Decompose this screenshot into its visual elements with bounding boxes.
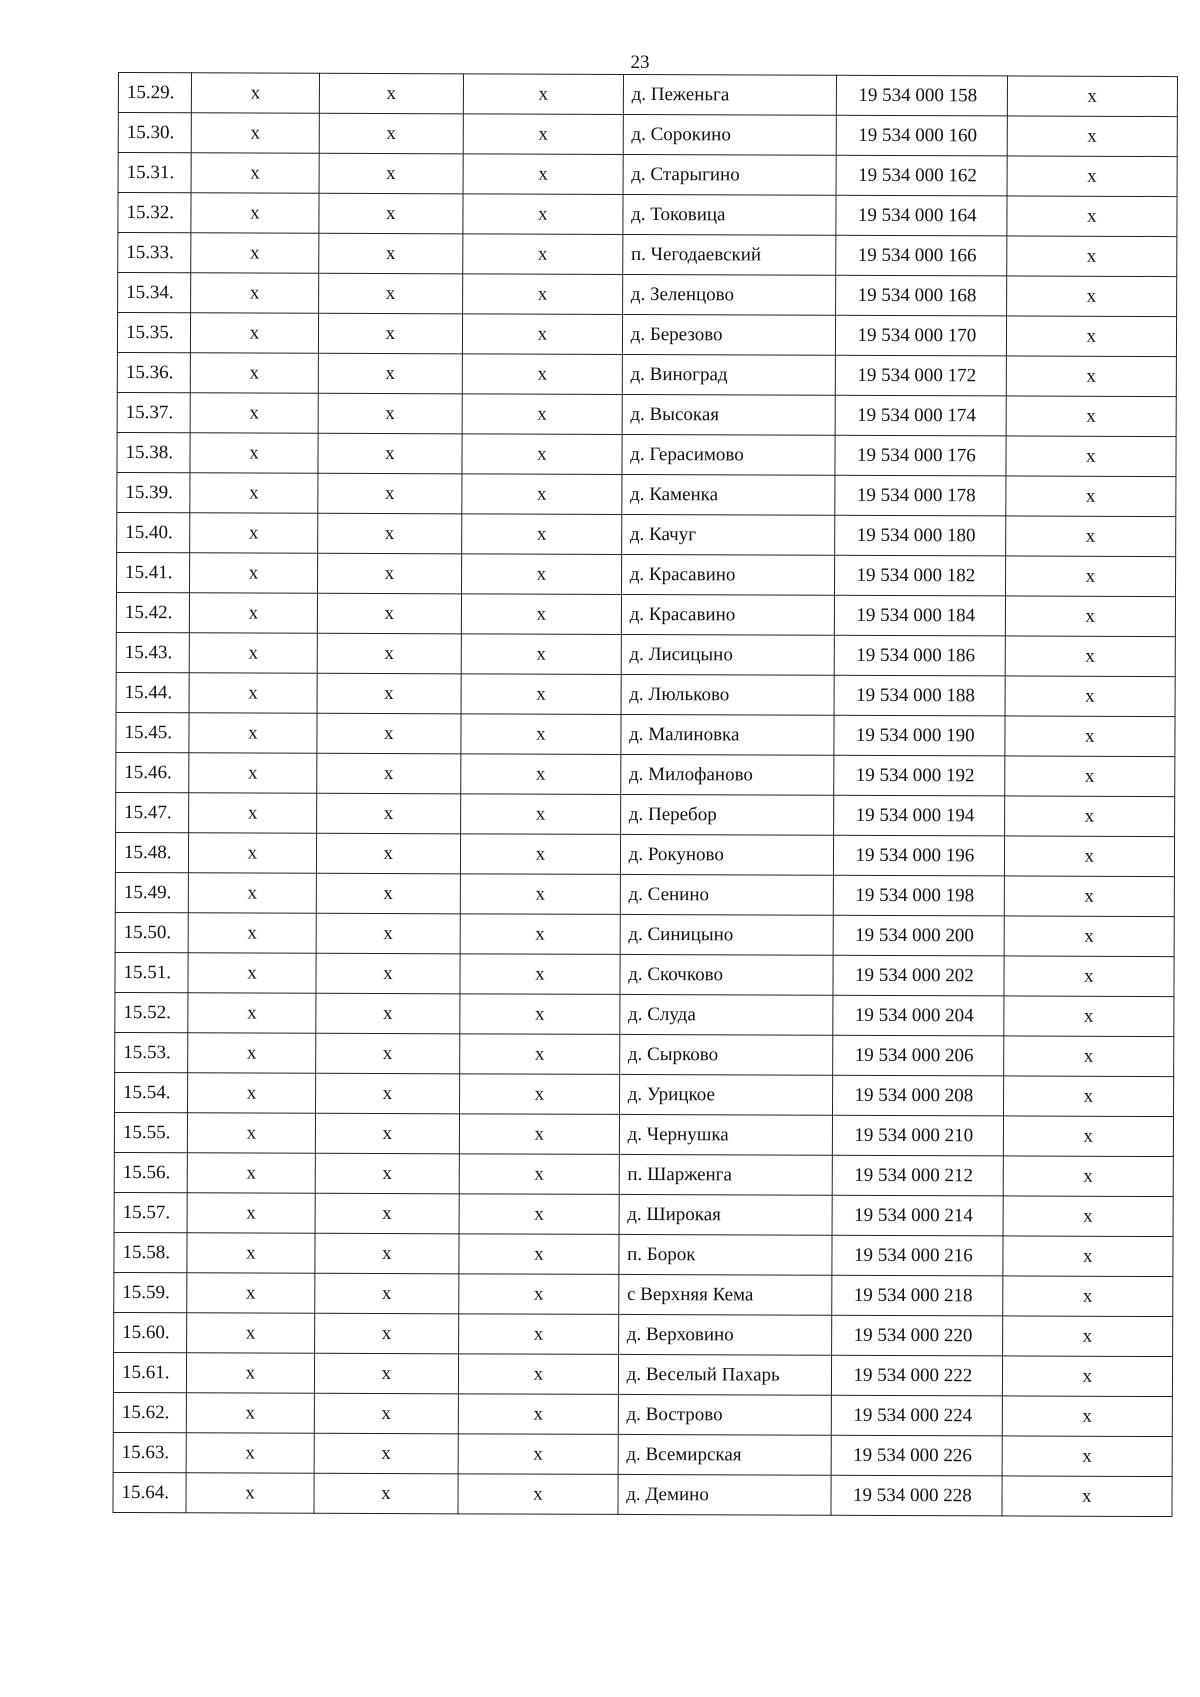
settlement-name-cell: д. Токовица bbox=[623, 194, 837, 235]
mark-cell-3: x bbox=[459, 1154, 619, 1195]
mark-cell-4: x bbox=[1005, 636, 1176, 677]
row-number-cell: 15.51. bbox=[115, 952, 188, 992]
row-number-cell: 15.49. bbox=[115, 872, 188, 912]
mark-cell-1: x bbox=[188, 953, 315, 993]
oktmo-code-cell: 19 534 000 192 bbox=[834, 755, 1005, 796]
settlement-name-cell: д. Высокая bbox=[622, 394, 836, 435]
mark-cell-3: x bbox=[460, 1074, 620, 1115]
mark-cell-4: x bbox=[1007, 156, 1178, 197]
mark-cell-2: x bbox=[317, 633, 462, 674]
table-row bbox=[116, 792, 1175, 836]
oktmo-code-cell: 19 534 000 162 bbox=[836, 155, 1007, 196]
settlement-name-cell: д. Каменка bbox=[621, 474, 835, 515]
settlement-name-cell: д. Всемирская bbox=[618, 1434, 832, 1475]
table-row bbox=[115, 1072, 1174, 1116]
mark-cell-3: x bbox=[460, 914, 620, 955]
mark-cell-1: x bbox=[191, 233, 318, 273]
settlement-name-cell: п. Шарженга bbox=[619, 1154, 833, 1195]
table-row bbox=[118, 193, 1177, 237]
table-row bbox=[115, 992, 1174, 1036]
mark-cell-4: x bbox=[1005, 596, 1176, 637]
settlement-name-cell: д. Малиновка bbox=[621, 714, 835, 755]
mark-cell-4: x bbox=[1002, 1436, 1173, 1477]
row-number-cell: 15.34. bbox=[118, 273, 191, 313]
mark-cell-4: x bbox=[1004, 876, 1175, 917]
oktmo-code-cell: 19 534 000 166 bbox=[836, 235, 1007, 276]
table-row bbox=[118, 153, 1177, 197]
mark-cell-2: x bbox=[319, 113, 464, 154]
mark-cell-3: x bbox=[461, 714, 621, 755]
mark-cell-3: x bbox=[460, 954, 620, 995]
mark-cell-4: x bbox=[1004, 796, 1175, 837]
mark-cell-2: x bbox=[316, 793, 461, 834]
mark-cell-4: x bbox=[1002, 1476, 1173, 1517]
table-row bbox=[117, 352, 1176, 396]
mark-cell-4: x bbox=[1005, 556, 1176, 597]
row-number-cell: 15.61. bbox=[113, 1352, 186, 1392]
row-number-cell: 15.50. bbox=[115, 912, 188, 952]
oktmo-code-cell: 19 534 000 178 bbox=[835, 475, 1006, 516]
settlement-name-cell: д. Вострово bbox=[618, 1394, 832, 1435]
mark-cell-1: x bbox=[188, 913, 315, 953]
mark-cell-4: x bbox=[1004, 756, 1175, 797]
mark-cell-2: x bbox=[319, 73, 464, 114]
mark-cell-3: x bbox=[463, 234, 623, 275]
table-row bbox=[114, 1112, 1173, 1156]
oktmo-code-cell: 19 534 000 220 bbox=[832, 1315, 1003, 1356]
table-row bbox=[114, 1272, 1173, 1316]
settlement-name-cell: д. Милофаново bbox=[620, 754, 834, 795]
row-number-cell: 15.56. bbox=[114, 1152, 187, 1192]
mark-cell-2: x bbox=[316, 873, 461, 914]
row-number-cell: 15.52. bbox=[115, 992, 188, 1032]
settlement-name-cell: д. Красавино bbox=[621, 594, 835, 635]
row-number-cell: 15.43. bbox=[116, 632, 189, 672]
mark-cell-3: x bbox=[462, 474, 622, 515]
settlement-name-cell: д. Сырково bbox=[619, 1034, 833, 1075]
mark-cell-1: x bbox=[189, 713, 316, 753]
mark-cell-1: x bbox=[187, 1353, 314, 1393]
mark-cell-4: x bbox=[1002, 1356, 1173, 1397]
oktmo-code-cell: 19 534 000 186 bbox=[834, 635, 1005, 676]
mark-cell-2: x bbox=[316, 953, 461, 994]
row-number-cell: 15.58. bbox=[114, 1232, 187, 1272]
settlement-name-cell: д. Урицкое bbox=[619, 1074, 833, 1115]
mark-cell-3: x bbox=[461, 834, 621, 875]
mark-cell-1: x bbox=[191, 353, 318, 393]
table-row bbox=[118, 273, 1177, 317]
mark-cell-2: x bbox=[316, 833, 461, 874]
table-row bbox=[116, 672, 1175, 716]
mark-cell-4: x bbox=[1002, 1316, 1173, 1357]
table-row bbox=[114, 1152, 1173, 1196]
mark-cell-3: x bbox=[463, 114, 623, 155]
row-number-cell: 15.35. bbox=[117, 313, 190, 353]
mark-cell-3: x bbox=[462, 514, 622, 555]
mark-cell-1: x bbox=[190, 473, 317, 513]
table-row bbox=[116, 712, 1175, 756]
mark-cell-2: x bbox=[314, 1233, 459, 1274]
mark-cell-1: x bbox=[190, 633, 317, 673]
table-row bbox=[115, 1032, 1174, 1076]
mark-cell-4: x bbox=[1006, 436, 1177, 477]
page-number: 23 bbox=[630, 52, 650, 73]
row-number-cell: 15.53. bbox=[115, 1032, 188, 1072]
mark-cell-1: x bbox=[189, 873, 316, 913]
table-row bbox=[115, 912, 1174, 956]
table-row bbox=[115, 952, 1174, 996]
mark-cell-1: x bbox=[191, 193, 318, 233]
settlement-name-cell: с Верхняя Кема bbox=[618, 1274, 832, 1315]
settlement-name-cell: д. Сорокино bbox=[623, 114, 837, 155]
table-row bbox=[113, 1432, 1172, 1476]
mark-cell-3: x bbox=[460, 1034, 620, 1075]
mark-cell-3: x bbox=[460, 874, 620, 915]
oktmo-code-cell: 19 534 000 226 bbox=[831, 1435, 1002, 1476]
mark-cell-4: x bbox=[1003, 996, 1174, 1037]
table-row bbox=[117, 432, 1176, 476]
table-row bbox=[117, 392, 1176, 436]
table-row bbox=[118, 73, 1177, 117]
row-number-cell: 15.29. bbox=[118, 73, 191, 113]
mark-cell-3: x bbox=[460, 994, 620, 1035]
mark-cell-4: x bbox=[1006, 236, 1177, 277]
mark-cell-2: x bbox=[314, 1473, 459, 1514]
mark-cell-2: x bbox=[318, 273, 463, 314]
settlements-table bbox=[112, 72, 1178, 1517]
settlement-name-cell: д. Герасимово bbox=[622, 434, 836, 475]
oktmo-code-cell: 19 534 000 196 bbox=[834, 835, 1005, 876]
mark-cell-3: x bbox=[461, 634, 621, 675]
mark-cell-2: x bbox=[318, 433, 463, 474]
mark-cell-2: x bbox=[317, 473, 462, 514]
oktmo-code-cell: 19 534 000 202 bbox=[833, 955, 1004, 996]
mark-cell-1: x bbox=[189, 793, 316, 833]
oktmo-code-cell: 19 534 000 224 bbox=[831, 1395, 1002, 1436]
mark-cell-4: x bbox=[1003, 1196, 1174, 1237]
mark-cell-2: x bbox=[315, 993, 460, 1034]
mark-cell-3: x bbox=[461, 794, 621, 835]
mark-cell-4: x bbox=[1005, 516, 1176, 557]
settlement-name-cell: д. Старыгино bbox=[623, 154, 837, 195]
mark-cell-3: x bbox=[459, 1354, 619, 1395]
oktmo-code-cell: 19 534 000 214 bbox=[832, 1195, 1003, 1236]
mark-cell-1: x bbox=[188, 1113, 315, 1153]
table-body bbox=[113, 73, 1178, 1517]
table-row bbox=[116, 632, 1175, 676]
oktmo-code-cell: 19 534 000 188 bbox=[834, 675, 1005, 716]
mark-cell-1: x bbox=[191, 313, 318, 353]
settlement-name-cell: д. Березово bbox=[622, 314, 836, 355]
settlement-name-cell: д. Виноград bbox=[622, 354, 836, 395]
oktmo-code-cell: 19 534 000 158 bbox=[837, 75, 1008, 116]
settlement-name-cell: д. Веселый Пахарь bbox=[618, 1354, 832, 1395]
mark-cell-1: x bbox=[187, 1233, 314, 1273]
mark-cell-4: x bbox=[1005, 476, 1176, 517]
table-row bbox=[118, 233, 1177, 277]
mark-cell-2: x bbox=[314, 1353, 459, 1394]
mark-cell-2: x bbox=[315, 1033, 460, 1074]
mark-cell-1: x bbox=[189, 673, 316, 713]
mark-cell-3: x bbox=[459, 1114, 619, 1155]
settlement-name-cell: д. Пеженьга bbox=[623, 74, 837, 115]
row-number-cell: 15.57. bbox=[114, 1192, 187, 1232]
row-number-cell: 15.63. bbox=[113, 1432, 186, 1472]
mark-cell-2: x bbox=[316, 753, 461, 794]
mark-cell-4: x bbox=[1003, 1076, 1174, 1117]
mark-cell-1: x bbox=[187, 1313, 314, 1353]
row-number-cell: 15.59. bbox=[114, 1272, 187, 1312]
mark-cell-1: x bbox=[191, 153, 318, 193]
mark-cell-1: x bbox=[192, 73, 319, 113]
mark-cell-1: x bbox=[186, 1473, 313, 1513]
oktmo-code-cell: 19 534 000 180 bbox=[835, 515, 1006, 556]
settlement-name-cell: д. Красавино bbox=[621, 554, 835, 595]
table-row bbox=[113, 1352, 1172, 1396]
mark-cell-3: x bbox=[463, 154, 623, 195]
mark-cell-1: x bbox=[188, 1033, 315, 1073]
mark-cell-2: x bbox=[317, 553, 462, 594]
oktmo-code-cell: 19 534 000 176 bbox=[835, 435, 1006, 476]
row-number-cell: 15.62. bbox=[113, 1392, 186, 1432]
settlement-name-cell: д. Рокуново bbox=[620, 834, 834, 875]
oktmo-code-cell: 19 534 000 198 bbox=[833, 875, 1004, 916]
mark-cell-3: x bbox=[458, 1394, 618, 1435]
mark-cell-3: x bbox=[462, 354, 622, 395]
row-number-cell: 15.60. bbox=[114, 1312, 187, 1352]
table-row bbox=[113, 1392, 1172, 1436]
mark-cell-1: x bbox=[188, 993, 315, 1033]
settlement-name-cell: д. Скочково bbox=[620, 954, 834, 995]
table-row bbox=[114, 1312, 1173, 1356]
mark-cell-4: x bbox=[1004, 836, 1175, 877]
mark-cell-2: x bbox=[318, 313, 463, 354]
settlement-name-cell: д. Широкая bbox=[619, 1194, 833, 1235]
settlement-name-cell: п. Борок bbox=[619, 1234, 833, 1275]
mark-cell-2: x bbox=[314, 1433, 459, 1474]
mark-cell-1: x bbox=[186, 1433, 313, 1473]
row-number-cell: 15.41. bbox=[117, 552, 190, 592]
settlement-name-cell: д. Перебор bbox=[620, 794, 834, 835]
mark-cell-4: x bbox=[1007, 76, 1178, 117]
settlement-name-cell: д. Верховино bbox=[618, 1314, 832, 1355]
mark-cell-1: x bbox=[187, 1393, 314, 1433]
mark-cell-4: x bbox=[1004, 916, 1175, 957]
mark-cell-2: x bbox=[318, 193, 463, 234]
oktmo-code-cell: 19 534 000 208 bbox=[833, 1075, 1004, 1116]
mark-cell-3: x bbox=[463, 74, 623, 115]
mark-cell-1: x bbox=[190, 553, 317, 593]
table-row bbox=[117, 472, 1176, 516]
mark-cell-1: x bbox=[190, 433, 317, 473]
table-row bbox=[118, 113, 1177, 157]
mark-cell-2: x bbox=[318, 393, 463, 434]
oktmo-code-cell: 19 534 000 200 bbox=[833, 915, 1004, 956]
mark-cell-1: x bbox=[190, 593, 317, 633]
oktmo-code-cell: 19 534 000 170 bbox=[836, 315, 1007, 356]
oktmo-code-cell: 19 534 000 228 bbox=[831, 1475, 1002, 1516]
mark-cell-4: x bbox=[1003, 1156, 1174, 1197]
oktmo-code-cell: 19 534 000 182 bbox=[835, 555, 1006, 596]
mark-cell-4: x bbox=[1003, 1116, 1174, 1157]
table-row bbox=[114, 1232, 1173, 1276]
oktmo-code-cell: 19 534 000 206 bbox=[833, 1035, 1004, 1076]
mark-cell-2: x bbox=[314, 1273, 459, 1314]
row-number-cell: 15.42. bbox=[116, 592, 189, 632]
table-row bbox=[115, 872, 1174, 916]
mark-cell-3: x bbox=[462, 554, 622, 595]
row-number-cell: 15.38. bbox=[117, 432, 190, 472]
mark-cell-3: x bbox=[462, 434, 622, 475]
oktmo-code-cell: 19 534 000 216 bbox=[832, 1235, 1003, 1276]
mark-cell-2: x bbox=[315, 1073, 460, 1114]
mark-cell-3: x bbox=[459, 1274, 619, 1315]
mark-cell-4: x bbox=[1006, 396, 1177, 437]
mark-cell-4: x bbox=[1006, 196, 1177, 237]
row-number-cell: 15.44. bbox=[116, 672, 189, 712]
oktmo-code-cell: 19 534 000 212 bbox=[832, 1155, 1003, 1196]
oktmo-code-cell: 19 534 000 190 bbox=[834, 715, 1005, 756]
mark-cell-3: x bbox=[462, 314, 622, 355]
mark-cell-3: x bbox=[459, 1194, 619, 1235]
oktmo-code-cell: 19 534 000 218 bbox=[832, 1275, 1003, 1316]
mark-cell-4: x bbox=[1002, 1276, 1173, 1317]
oktmo-code-cell: 19 534 000 210 bbox=[833, 1115, 1004, 1156]
mark-cell-2: x bbox=[318, 353, 463, 394]
mark-cell-1: x bbox=[188, 1073, 315, 1113]
mark-cell-3: x bbox=[463, 194, 623, 235]
mark-cell-4: x bbox=[1002, 1236, 1173, 1277]
mark-cell-3: x bbox=[458, 1474, 618, 1515]
mark-cell-1: x bbox=[187, 1193, 314, 1233]
oktmo-code-cell: 19 534 000 172 bbox=[835, 355, 1006, 396]
settlement-name-cell: д. Зеленцово bbox=[622, 274, 836, 315]
row-number-cell: 15.36. bbox=[117, 352, 190, 392]
table-row bbox=[113, 1472, 1172, 1516]
settlement-name-cell: д. Слуда bbox=[619, 994, 833, 1035]
mark-cell-3: x bbox=[462, 394, 622, 435]
table-row bbox=[115, 832, 1174, 876]
mark-cell-2: x bbox=[315, 1153, 460, 1194]
row-number-cell: 15.33. bbox=[118, 233, 191, 273]
mark-cell-2: x bbox=[315, 1113, 460, 1154]
row-number-cell: 15.64. bbox=[113, 1472, 186, 1512]
mark-cell-1: x bbox=[189, 753, 316, 793]
mark-cell-2: x bbox=[314, 1393, 459, 1434]
row-number-cell: 15.47. bbox=[116, 792, 189, 832]
oktmo-code-cell: 19 534 000 160 bbox=[836, 115, 1007, 156]
row-number-cell: 15.31. bbox=[118, 153, 191, 193]
row-number-cell: 15.37. bbox=[117, 392, 190, 432]
table-row bbox=[117, 313, 1176, 357]
table-row bbox=[114, 1192, 1173, 1236]
row-number-cell: 15.30. bbox=[118, 113, 191, 153]
row-number-cell: 15.45. bbox=[116, 712, 189, 752]
mark-cell-3: x bbox=[459, 1314, 619, 1355]
oktmo-code-cell: 19 534 000 194 bbox=[834, 795, 1005, 836]
mark-cell-4: x bbox=[1004, 956, 1175, 997]
mark-cell-4: x bbox=[1006, 316, 1177, 357]
oktmo-code-cell: 19 534 000 164 bbox=[836, 195, 1007, 236]
mark-cell-2: x bbox=[315, 1193, 460, 1234]
mark-cell-2: x bbox=[318, 233, 463, 274]
row-number-cell: 15.46. bbox=[116, 752, 189, 792]
mark-cell-3: x bbox=[463, 274, 623, 315]
oktmo-code-cell: 19 534 000 168 bbox=[836, 275, 1007, 316]
table-row bbox=[117, 552, 1176, 596]
mark-cell-3: x bbox=[461, 594, 621, 635]
oktmo-code-cell: 19 534 000 174 bbox=[835, 395, 1006, 436]
mark-cell-4: x bbox=[1007, 116, 1178, 157]
mark-cell-1: x bbox=[187, 1273, 314, 1313]
mark-cell-4: x bbox=[1006, 276, 1177, 317]
oktmo-code-cell: 19 534 000 204 bbox=[833, 995, 1004, 1036]
settlement-name-cell: д. Лисицыно bbox=[621, 634, 835, 675]
row-number-cell: 15.40. bbox=[117, 512, 190, 552]
mark-cell-2: x bbox=[317, 593, 462, 634]
mark-cell-2: x bbox=[319, 153, 464, 194]
mark-cell-4: x bbox=[1005, 676, 1176, 717]
mark-cell-1: x bbox=[190, 513, 317, 553]
mark-cell-2: x bbox=[316, 713, 461, 754]
settlement-name-cell: п. Чегодаевский bbox=[622, 234, 836, 275]
settlement-name-cell: д. Люльково bbox=[621, 674, 835, 715]
settlement-name-cell: д. Демино bbox=[618, 1474, 832, 1515]
mark-cell-2: x bbox=[317, 673, 462, 714]
table-row bbox=[117, 512, 1176, 556]
mark-cell-4: x bbox=[1002, 1396, 1173, 1437]
mark-cell-1: x bbox=[191, 273, 318, 313]
settlement-name-cell: д. Качуг bbox=[621, 514, 835, 555]
row-number-cell: 15.54. bbox=[115, 1072, 188, 1112]
mark-cell-4: x bbox=[1004, 716, 1175, 757]
settlement-name-cell: д. Синицыно bbox=[620, 914, 834, 955]
mark-cell-1: x bbox=[192, 113, 319, 153]
mark-cell-3: x bbox=[458, 1434, 618, 1475]
table-row bbox=[116, 592, 1175, 636]
mark-cell-3: x bbox=[461, 674, 621, 715]
oktmo-code-cell: 19 534 000 184 bbox=[835, 595, 1006, 636]
mark-cell-4: x bbox=[1003, 1036, 1174, 1077]
mark-cell-3: x bbox=[461, 754, 621, 795]
mark-cell-2: x bbox=[314, 1313, 459, 1354]
row-number-cell: 15.55. bbox=[114, 1112, 187, 1152]
row-number-cell: 15.32. bbox=[118, 193, 191, 233]
table-row bbox=[116, 752, 1175, 796]
oktmo-code-cell: 19 534 000 222 bbox=[832, 1355, 1003, 1396]
mark-cell-1: x bbox=[189, 833, 316, 873]
settlement-name-cell: д. Чернушка bbox=[619, 1114, 833, 1155]
row-number-cell: 15.39. bbox=[117, 472, 190, 512]
mark-cell-2: x bbox=[316, 913, 461, 954]
mark-cell-2: x bbox=[317, 513, 462, 554]
mark-cell-4: x bbox=[1006, 356, 1177, 397]
mark-cell-1: x bbox=[188, 1153, 315, 1193]
mark-cell-1: x bbox=[190, 393, 317, 433]
settlement-name-cell: д. Сенино bbox=[620, 874, 834, 915]
row-number-cell: 15.48. bbox=[115, 832, 188, 872]
mark-cell-3: x bbox=[459, 1234, 619, 1275]
